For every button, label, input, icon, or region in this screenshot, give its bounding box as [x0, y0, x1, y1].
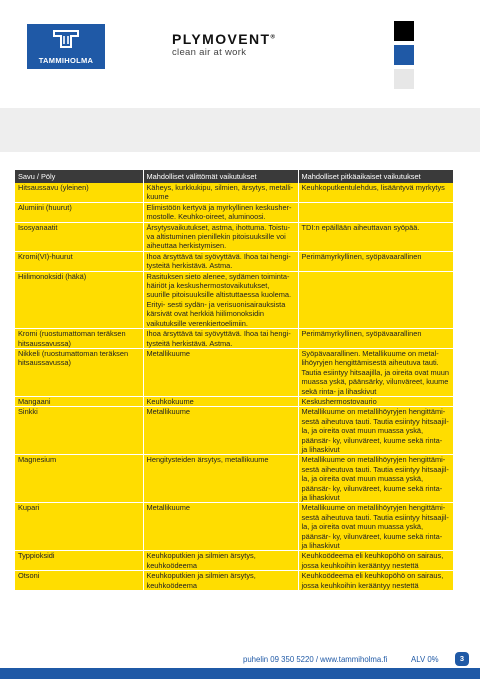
brand-name: PLYMOVENT	[172, 31, 271, 47]
table-cell: Metallikuume	[143, 407, 298, 455]
grey-square	[394, 69, 414, 89]
table-cell: Keuhkoödeema eli keuhkopöhö on sairaus, jossa keuhkoihin kerääntyy nestettä	[298, 571, 453, 591]
title-band	[0, 108, 480, 152]
footer-contact: puhelin 09 350 5220 / www.tammiholma.fi	[243, 655, 388, 664]
table-cell	[298, 271, 453, 328]
column-header: Mahdolliset pitkäaikaiset vaikutukset	[298, 170, 453, 183]
table-row	[15, 251, 453, 271]
table-cell: Sinkki	[15, 407, 143, 455]
table-cell: Metallikuume on metallihöyryjen hengittämi- sestä aiheutuva tauti. Tautia esiintyy hitsaajil- la, ja oireita ovat muun muassa yskä, päänsär- ky, vilunväreet, kuume sekä rinta- ja lihaskivut	[298, 407, 453, 455]
table-cell: Ihoa ärsyttävä tai syövyttävä. Ihoa tai hengi- tysteitä herkistävä. Astma.	[143, 329, 298, 349]
table-cell: Magnesium	[15, 455, 143, 503]
table-cell: Kupari	[15, 503, 143, 551]
tammiholma-logo	[27, 24, 105, 69]
table-row	[15, 202, 453, 222]
table-cell: Hengitysteiden ärsytys, metallikuume	[143, 455, 298, 503]
table-cell: Ihoa ärsyttävä tai syövyttävä. Ihoa tai hengi- tysteitä herkistävä. Astma.	[143, 251, 298, 271]
table-cell: Keuhkoputkien ja silmien ärsytys, keuhkoödeema	[143, 571, 298, 591]
table-cell: Kromi (ruostumattoman teräksen hitsaussavussa)	[15, 329, 143, 349]
table-cell	[298, 202, 453, 222]
table-cell: Käheys, kurkkukipu, silmien, ärsytys, metalli- kuume	[143, 183, 298, 202]
table-cell: Typpioksidi	[15, 551, 143, 571]
table-cell: TDI:n epäillään aiheuttavan syöpää.	[298, 222, 453, 251]
table-cell: Rasituksen sieto alenee, sydämen toiminta- häiriöt ja keskushermostovaikutukset, suurille pitoisuuksille altistuttaessa kuolema. Erityi- sesti sydän- ja verisuonisairauksista kärsivät ovat herkkiä hiilimonoksidin vaikutuksille verenkiertoelimiin.	[143, 271, 298, 328]
table-cell: Hiilimonoksidi (häkä)	[15, 271, 143, 328]
table-cell: Metallikuume	[143, 503, 298, 551]
table-row	[15, 396, 453, 406]
table-row	[15, 551, 453, 571]
table-cell: Elimistöön kertyvä ja myrkyllinen keskusher- mostolle. Keuhko-oireet, aluminoosi.	[143, 202, 298, 222]
table-cell: Keuhkoputkentulehdus, lisääntyvä myrkytys	[298, 183, 453, 202]
brand-tagline: clean air at work	[172, 47, 247, 58]
table-row	[15, 407, 453, 455]
page-number: 3	[455, 652, 469, 666]
brand-mark: ®	[270, 34, 277, 41]
table-cell: Metallikuume on metallihöyryjen hengittämi- sestä aiheutuva tauti. Tautia esiintyy hitsaajil- la, ja oireita ovat muun muassa yskä, päänsär- ky, vilunväreet, kuume sekä rinta- ja lihaskivut	[298, 455, 453, 503]
table-cell: Otsoni	[15, 571, 143, 591]
table-row	[15, 271, 453, 328]
table-header-row	[15, 170, 453, 183]
column-header: Savu / Pöly	[15, 170, 143, 183]
table-cell: Keuhkoputkien ja silmien ärsytys, keuhkoödeema	[143, 551, 298, 571]
table-cell: Perimämyrkyllinen, syöpävaarallinen	[298, 329, 453, 349]
table-row	[15, 571, 453, 591]
table-row	[15, 329, 453, 349]
blue-square	[394, 45, 414, 65]
table-cell: Metallikuume on metallihöyryjen hengittämi- sestä aiheutuva tauti. Tautia esiintyy hitsaajil- la, ja oireita ovat muun muassa yskä, päänsär- ky, vilunväreet, kuume sekä rinta- ja lihaskivut	[298, 503, 453, 551]
table-cell: Ärsytysvaikutukset, astma, ihottuma. Toistu- va altistuminen pienillekin pitoisuuksille voi aiheuttaa herkistymisen.	[143, 222, 298, 251]
plymovent-brand	[172, 31, 276, 47]
tammiholma-emblem-icon	[51, 28, 81, 50]
table-cell: Alumiini (huurut)	[15, 202, 143, 222]
table-cell: Keuhkokuume	[143, 396, 298, 406]
table-cell: Keuhkoödeema eli keuhkopöhö on sairaus, jossa keuhkoihin kerääntyy nestettä	[298, 551, 453, 571]
table-cell: Nikkeli (ruostumattoman teräksen hitsaussavussa)	[15, 348, 143, 396]
footer-vat: ALV 0%	[411, 655, 439, 664]
table-cell: Perimämyrkyllinen, syöpävaarallinen	[298, 251, 453, 271]
footer-bar	[0, 668, 480, 679]
black-square	[394, 21, 414, 41]
table-row	[15, 455, 453, 503]
fume-effects-table	[15, 170, 454, 591]
table-row	[15, 503, 453, 551]
table-cell: Metallikuume	[143, 348, 298, 396]
table-row	[15, 348, 453, 396]
table-cell: Kromi(VI)-huurut	[15, 251, 143, 271]
table-cell: Syöpävaarallinen. Metallikuume on metal- lihöyryjen hengittämisestä aiheutuva tauti. Tautia esiintyy hitsaajilla, ja oireita ovat muun muassa yskä, päänsärky, vilunväreet, kuume sekä rinta- ja lihaskivut	[298, 348, 453, 396]
table-row	[15, 183, 453, 202]
column-header: Mahdolliset välittömät vaikutukset	[143, 170, 298, 183]
table-row	[15, 222, 453, 251]
table-cell: Hitsaussavu (yleinen)	[15, 183, 143, 202]
logo-text: TAMMIHOLMA	[38, 56, 94, 65]
table-cell: Keskushermostovaurio	[298, 396, 453, 406]
table-cell: Isosyanaatit	[15, 222, 143, 251]
table-cell: Mangaani	[15, 396, 143, 406]
